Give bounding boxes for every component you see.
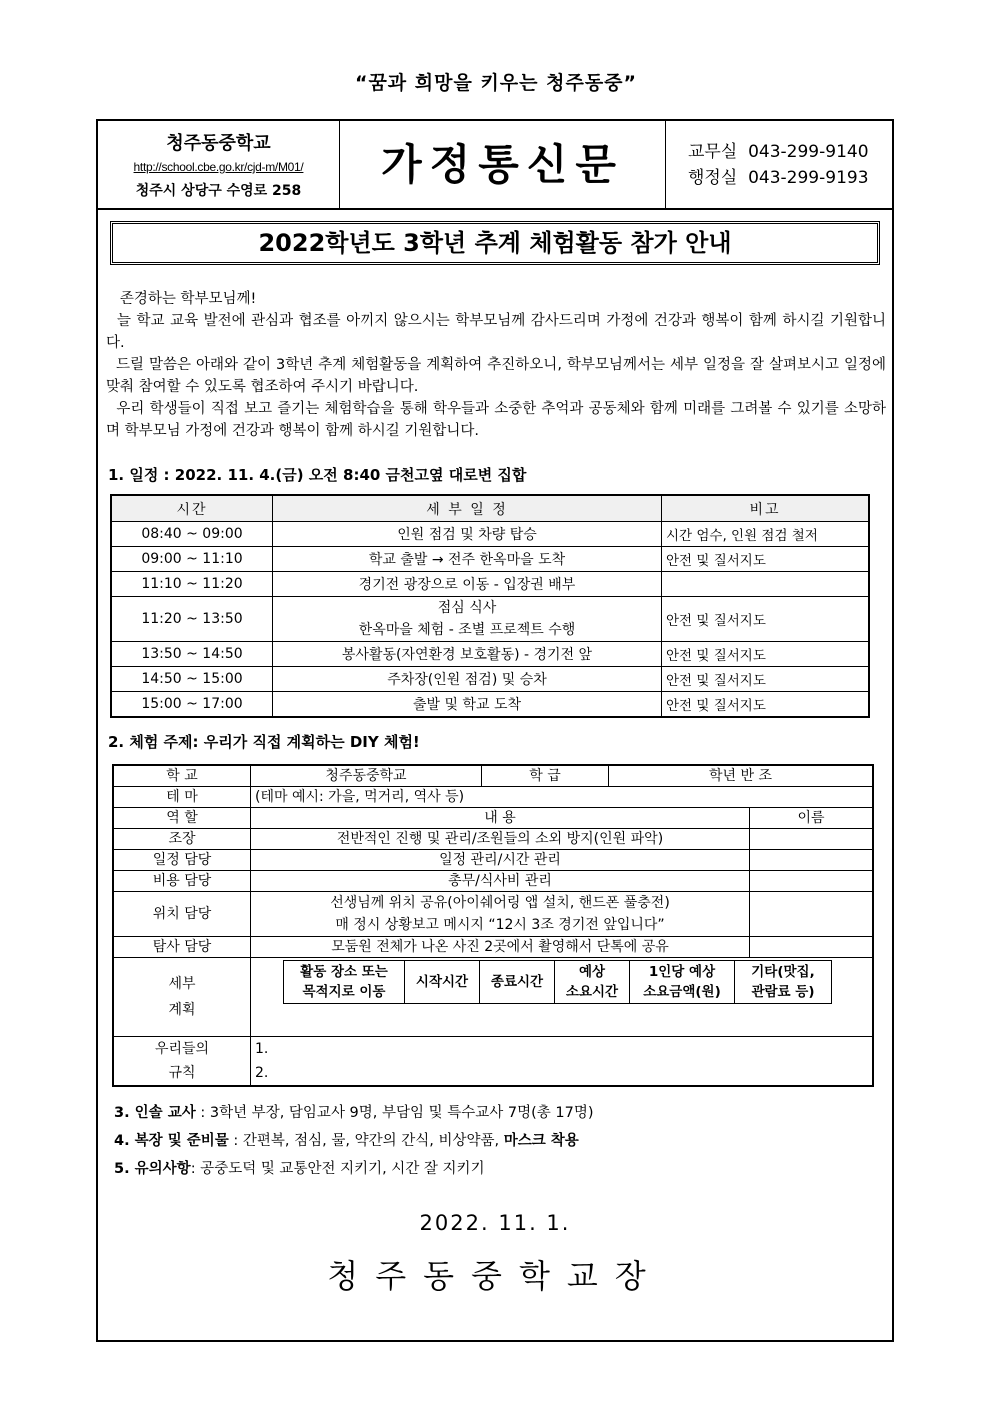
diy-plan-table <box>112 764 874 1087</box>
table-row: 14:50 ~ 15:00 주차장(인원 점검) 및 승차 안전 및 질서지도 <box>111 667 869 692</box>
table-row: 09:00 ~ 11:10 학교 출발 → 전주 한옥마을 도착 안전 및 질서지도 <box>111 547 869 572</box>
issue-date: 2022. 11. 1. <box>419 1211 571 1235</box>
name-cell[interactable] <box>750 871 874 892</box>
additional-info <box>114 1099 594 1183</box>
info-line: 5. 유의사항: 공중도덕 및 교통안전 지키기, 시간 잘 지키기 <box>114 1161 485 1177</box>
contact-line: 행정실 043-299-9193 <box>688 168 869 188</box>
section1-heading: 1. 일정 : 2022. 11. 4.(금) 오전 8:40 금천고옆 대로변 집합 <box>108 466 527 484</box>
school-url-link[interactable]: http://school.cbe.go.kr/cjd-m/M01/ <box>133 160 304 174</box>
document-title: 2022학년도 3학년 추계 체험활동 참가 안내 <box>110 221 880 265</box>
table-row: 11:20 ~ 13:50 점심 식사 한옥마을 체험 - 조별 프로젝트 수행 안전 및 질서지도 <box>111 597 869 642</box>
column-header: 시간 <box>111 495 273 522</box>
school-info <box>98 121 340 208</box>
rules-row: 우리들의 규칙 1. 2. <box>113 1037 873 1087</box>
letter-body <box>106 288 886 442</box>
paragraph: 드릴 말씀은 아래와 같이 3학년 추계 체험활동을 계획하여 추진하오니, 학부모님께서는 세부 일정을 잘 살펴보시고 일정에 맞춰 참여할 수 있도록 협조하여 주시기 바랍니다. <box>106 357 887 395</box>
table-row: 일정 담당 일정 관리/시간 관리 <box>113 850 873 871</box>
table-row: 13:50 ~ 14:50 봉사활동(자연환경 보호활동) - 경기전 앞 안전 및 질서지도 <box>111 642 869 667</box>
info-line: 4. 복장 및 준비물 : 간편복, 점심, 물, 약간의 간식, 비상약품, 마스크 착용 <box>114 1133 579 1149</box>
table-row: 학 교 청주동중학교 학 급 학년 반 조 <box>113 765 873 787</box>
table-row: 탐사 담당 모둠원 전체가 나온 사진 2곳에서 촬영해서 단톡에 공유 <box>113 937 873 958</box>
table-header-row <box>111 495 869 522</box>
newsletter-title: 가정통신문 <box>340 121 666 208</box>
paragraph: 존경하는 학부모님께! <box>119 291 257 307</box>
plan-subtable: 활동 장소 또는 목적지로 이동 시작시간 종료시간 예상 소요시간 1인당 예상 소요금액(원) 기타(맛집, 관람료 등) <box>283 960 832 1004</box>
principal-signature: 청주동중학교장 <box>327 1257 663 1295</box>
table-row: 08:40 ~ 09:00 인원 점검 및 차량 탑승 시간 엄수, 인원 점검 철저 <box>111 522 869 547</box>
column-header: 세 부 일 정 <box>273 495 662 522</box>
name-cell[interactable] <box>750 829 874 850</box>
name-cell[interactable] <box>750 937 874 958</box>
column-header: 비고 <box>662 495 870 522</box>
name-cell[interactable] <box>750 892 874 937</box>
table-row: 비용 담당 총무/식사비 관리 <box>113 871 873 892</box>
table-row: 11:10 ~ 11:20 경기전 광장으로 이동 - 입장권 배부 <box>111 572 869 597</box>
motto: “꿈과 희망을 키우는 청주동중” <box>354 72 638 94</box>
plan-row: 세부 계획 활동 장소 또는 목적지로 이동 시작시간 종료시간 예상 소요시간 1인당 예상 소요금액(원) 기타(맛집, 관람료 등) <box>113 958 873 1037</box>
table-row: 역 할 내 용 이름 <box>113 808 873 829</box>
schedule-table <box>110 494 870 718</box>
table-row: 테 마 (테마 예시: 가을, 먹거리, 역사 등) <box>113 787 873 808</box>
table-row: 15:00 ~ 17:00 출발 및 학교 도착 안전 및 질서지도 <box>111 692 869 718</box>
newsletter-frame <box>96 119 894 1342</box>
paragraph: 늘 학교 교육 발전에 관심과 협조를 아끼지 않으시는 학부모님께 감사드리며 가정에 건강과 행복이 함께 하시길 기원합니다. <box>106 313 887 351</box>
contact-info <box>688 139 869 191</box>
paragraph: 우리 학생들이 직접 보고 즐기는 체험학습을 통해 학우들과 소중한 추억과 공동체와 함께 미래를 그려볼 수 있기를 소망하며 학부모님 가정에 건강과 행복이 함께 하시길 기원합니다. <box>106 401 886 439</box>
school-name: 청주동중학교 <box>166 133 271 154</box>
info-line: 3. 인솔 교사 : 3학년 부장, 담임교사 9명, 부담임 및 특수교사 7명(총 17명) <box>114 1105 594 1121</box>
section2-heading: 2. 체험 주제: 우리가 직접 계획하는 DIY 체험! <box>108 733 420 751</box>
contact-line: 교무실 043-299-9140 <box>688 142 869 162</box>
name-cell[interactable] <box>750 850 874 871</box>
header <box>98 121 892 210</box>
school-address: 청주시 상당구 수영로 258 <box>135 183 302 199</box>
table-row: 조장 전반적인 진행 및 관리/조원들의 소외 방지(인원 파악) <box>113 829 873 850</box>
table-row: 위치 담당 선생님께 위치 공유(아이쉐어링 앱 설치, 핸드폰 풀충전) 매 정시 상황보고 메시지 “12시 3조 경기전 앞입니다” <box>113 892 873 937</box>
